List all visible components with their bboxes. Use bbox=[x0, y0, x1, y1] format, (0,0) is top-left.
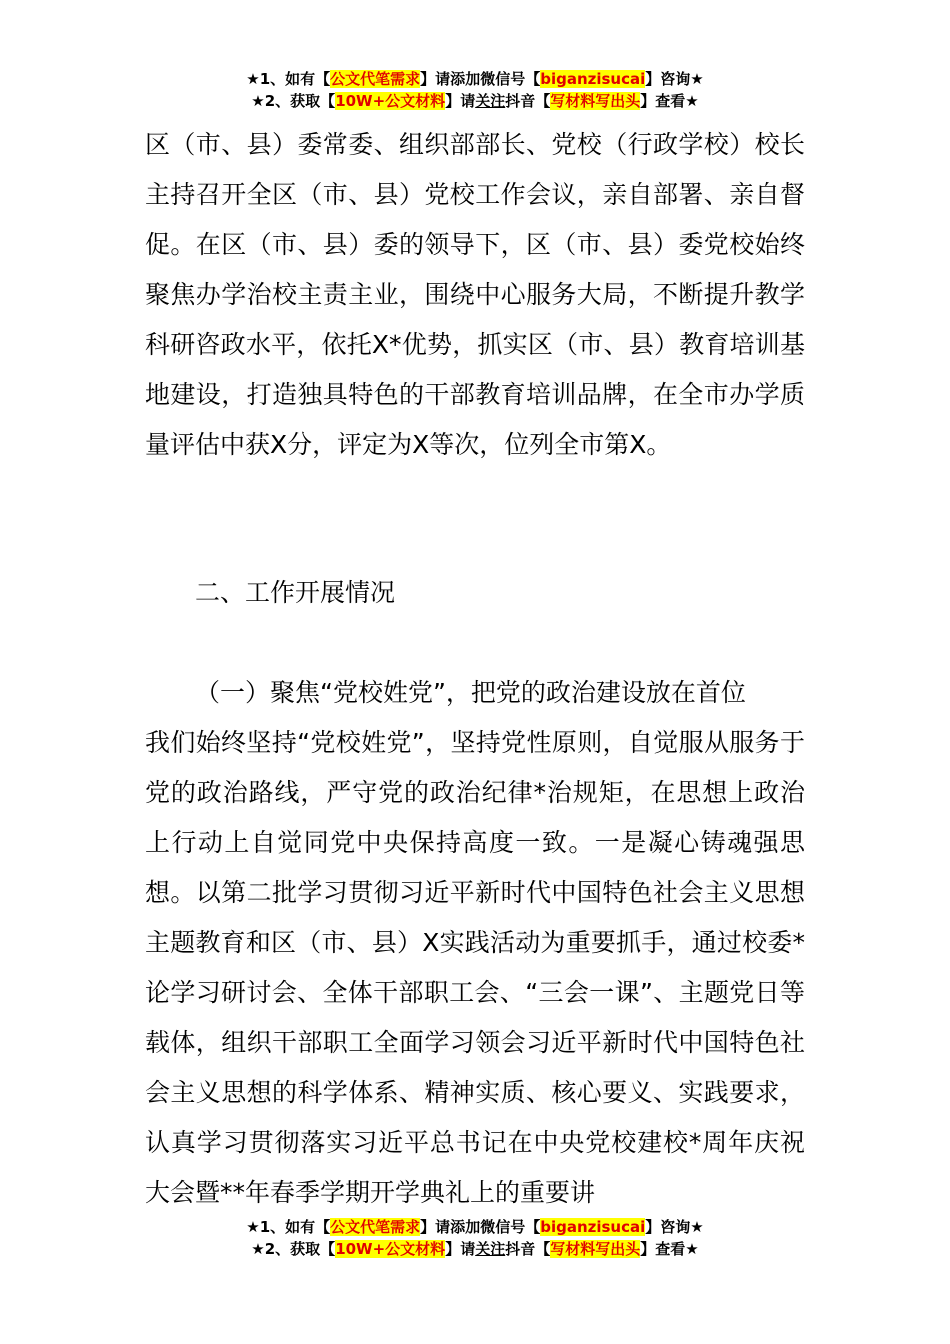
banner-text: 】请 bbox=[445, 1240, 476, 1258]
paragraph-party-school: 我们始终坚持“党校姓党”，坚持党性原则，自觉服从服务于党的政治路线，严守党的政治纪律*治规矩，在思想上政治上行动上自觉同党中央保持高度一致。一是凝心铸魂强思想。以第二批学习贯彻习近平新时代中国特色社会主义思想主题教育和区（市、县）X实践活动为重要抓手，通过校委*论学习研讨会、全体干部职工会、“三会一课”、主题党日等载体，组织干部职工全面学习领会习近平新时代中国特色社会主义思想的科学体系、精神实质、核心要义、实践要求，认真学习贯彻落实习近平总书记在中央党校建校*周年庆祝大会暨**年春季学期开学典礼上的重要讲 bbox=[145, 728, 805, 1207]
banner-text: 抖音【 bbox=[505, 92, 551, 110]
banner-text: ★1、如有【 bbox=[246, 70, 331, 88]
banner-line-2 bbox=[0, 90, 950, 112]
highlight-wechat-id: biganzisucai bbox=[540, 1218, 646, 1236]
banner-text: 微信号【 bbox=[480, 70, 541, 88]
banner-text: 关注 bbox=[475, 1240, 506, 1258]
banner-line-1 bbox=[0, 1216, 950, 1238]
banner-text: 微信号【 bbox=[480, 1218, 541, 1236]
header-banner bbox=[0, 68, 950, 112]
highlight-ghostwriting: 公文代笔需求 bbox=[330, 1218, 421, 1236]
banner-text: 】咨询★ bbox=[645, 70, 704, 88]
highlight-wechat-id: biganzisucai bbox=[540, 70, 646, 88]
banner-line-2 bbox=[0, 1238, 950, 1260]
banner-line-1 bbox=[0, 68, 950, 90]
banner-text: ★2、获取【 bbox=[251, 92, 336, 110]
document-body bbox=[145, 120, 805, 470]
banner-text: 】咨询★ bbox=[645, 1218, 704, 1236]
banner-text: 加 bbox=[465, 1218, 481, 1236]
banner-text: 】查看★ bbox=[640, 1240, 699, 1258]
paragraph-intro: 区（市、县）委常委、组织部部长、党校（行政学校）校长主持召开全区（市、县）党校工作会议，亲自部署、亲自督促。在区（市、县）委的领导下，区（市、县）委党校始终聚焦办学治校主责主业，围绕中心服务大局，不断提升教学科研咨政水平，依托X*优势，抓实区（市、县）教育培训基地建设，打造独具特色的干部教育培训品牌，在全市办学质量评估中获X分，评定为X等次，位列全市第X。 bbox=[145, 130, 805, 459]
highlight-materials: 10W+公文材料 bbox=[335, 92, 446, 110]
highlight-douyin-account: 写材料写出头 bbox=[550, 92, 641, 110]
highlight-materials: 10W+公文材料 bbox=[335, 1240, 446, 1258]
highlight-ghostwriting: 公文代笔需求 bbox=[330, 70, 421, 88]
footer-banner bbox=[0, 1216, 950, 1260]
banner-text: 】请 bbox=[445, 92, 476, 110]
banner-text: 抖音【 bbox=[505, 1240, 551, 1258]
banner-text: 加 bbox=[465, 70, 481, 88]
document-body-2 bbox=[145, 718, 805, 1218]
section-heading: 二、工作开展情况 bbox=[195, 578, 396, 607]
subsection-heading: （一）聚焦“党校姓党”，把党的政治建设放在首位 bbox=[195, 678, 746, 707]
banner-text: ★1、如有【 bbox=[246, 1218, 331, 1236]
banner-text: 】查看★ bbox=[640, 92, 699, 110]
highlight-douyin-account: 写材料写出头 bbox=[550, 1240, 641, 1258]
banner-text: ★2、获取【 bbox=[251, 1240, 336, 1258]
banner-text: 】请添 bbox=[420, 1218, 466, 1236]
banner-text: 】请添 bbox=[420, 70, 466, 88]
banner-text: 关注 bbox=[475, 92, 506, 110]
